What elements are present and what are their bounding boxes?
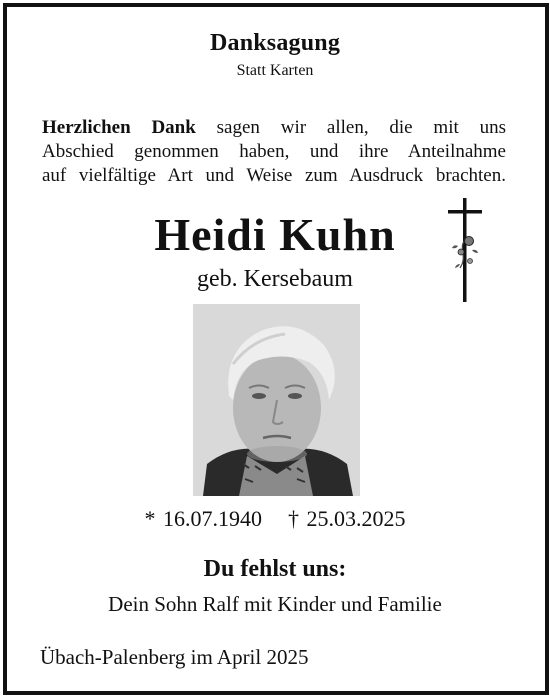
place-and-date: Übach-Palenberg im April 2025	[40, 645, 309, 669]
birth-date: * 16.07.1940	[144, 506, 262, 531]
portrait-photo	[193, 304, 360, 496]
deceased-name: Heidi Kuhn	[154, 209, 396, 260]
death-date: † 25.03.2025	[288, 506, 406, 531]
thanks-line-2: Abschied genommen haben, und ihre Anteilnahme	[42, 141, 506, 162]
thanks-paragraph	[42, 116, 506, 188]
notice-subheading: Statt Karten	[236, 62, 314, 79]
missing-you-heading: Du fehlst uns:	[203, 556, 347, 582]
thanks-line-1	[42, 116, 506, 140]
notice-heading: Danksagung	[209, 30, 341, 56]
thanks-line-3: auf vielfältige Art und Weise zum Ausdruck brachten.	[42, 165, 506, 186]
life-dates	[0, 506, 550, 532]
thanks-bold-text: Herzlichen Dank	[42, 117, 196, 138]
cross-with-rose-icon	[448, 198, 482, 302]
maiden-name: geb. Kersebaum	[197, 266, 353, 292]
family-signature: Dein Sohn Ralf mit Kinder und Familie	[108, 592, 442, 616]
portrait-illustration	[193, 304, 360, 496]
thanks-line-1-rest: sagen wir allen, die mit uns	[216, 117, 506, 138]
